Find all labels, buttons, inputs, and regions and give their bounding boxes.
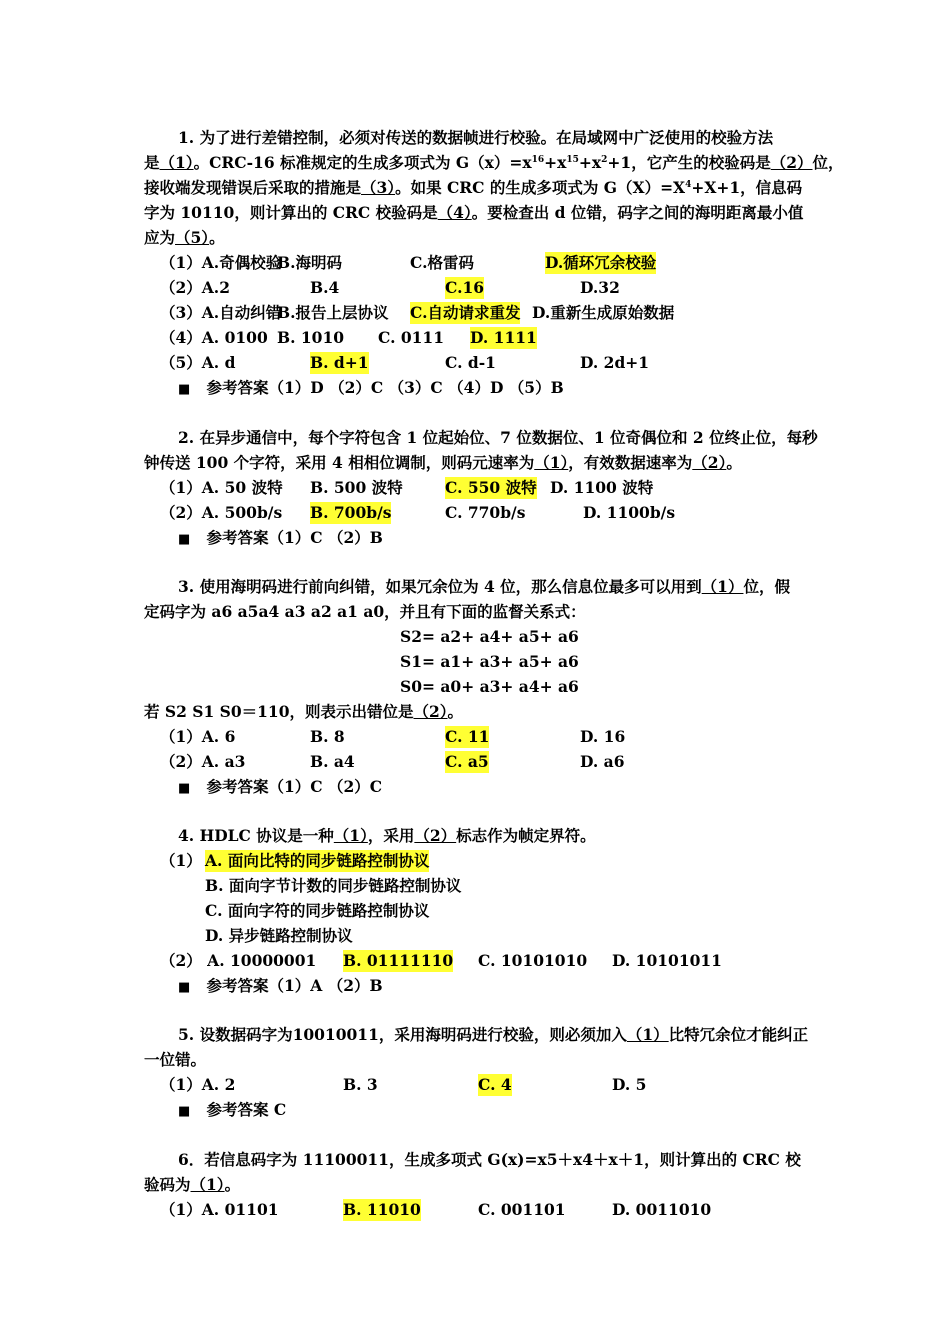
q4-answer: ■ 参考答案（1）A （2）B: [178, 976, 383, 995]
square-bullet-icon: ■: [178, 781, 191, 796]
q1-opt4-highlight: D. 1111: [470, 328, 537, 347]
q4-opt2-highlight: B. 01111110: [343, 951, 454, 970]
q3-line1: 3. 使用海明码进行前向纠错，如果冗余位为 4 位，那么信息位最多可以用到（1）位，假: [178, 577, 790, 596]
q1-line2: 是（1）。CRC-16 标准规定的生成多项式为 $G(x)=x^{16}+x^{15}+x^2+1$，它产生的校验码是（2）位，: [144, 153, 844, 172]
square-bullet-icon: ■: [178, 1104, 191, 1119]
square-bullet-icon: ■: [178, 532, 191, 547]
q6-line1: 6．若信息码字为 11100011，生成多项式 G(x)=x5＋x4＋x＋1，则计算出的 CRC 校: [178, 1150, 801, 1169]
q6-opt1-highlight: B. 11010: [343, 1200, 421, 1219]
q5-line2: 一位错。: [144, 1050, 207, 1069]
q1-opt2-highlight: C.16: [445, 278, 485, 297]
q4-option-c: C. 面向字符的同步链路控制协议: [205, 901, 430, 920]
q2-opt1-highlight: C. 550 波特: [445, 478, 537, 497]
q4-option-d: D. 异步链路控制协议: [205, 926, 353, 945]
q1-answer: ■ 参考答案（1）D （2）C （3）C （4）D （5）B: [178, 378, 564, 397]
q1-line5: 应为（5）。: [144, 228, 225, 247]
q6-line2: 验码为（1）。: [144, 1175, 241, 1194]
q3-answer: ■ 参考答案（1）C （2）C: [178, 777, 383, 796]
q1-opt1-highlight: D.循环冗余校验: [545, 253, 657, 272]
q4-option-b: B. 面向字节计数的同步链路控制协议: [205, 876, 462, 895]
q3-eq1: S2= a2+ a4+ a5+ a6: [400, 627, 579, 646]
q2-line2: 钟传送 100 个字符，采用 4 相相位调制，则码元速率为（1），有效数据速率为（2）。: [144, 453, 742, 472]
q3-line6: 若 S2 S1 S0＝110，则表示出错位是（2）。: [144, 702, 464, 721]
document-page: 1. 为了进行差错控制，必须对传送的数据帧进行校验。在局域网中广泛使用的校验方法 是（1）。CRC-16 标准规定的生成多项式为 $G(x)=x^{16}+x^{15}+x^2+1$，它产生的校验码是（2）位， 接收端发现错误后采取的措施是（3）。如果 CRC 的生成多项式为 $G(X)=X^4+X+1$，信息码 字为 10110，则计算出的 CRC 校验码是（4）。要检查出 d 位错，码字之间的海明距离最小值 应为（5）。 （1）A.奇偶校验 B.海明码 C.格雷码 D.循环冗余校验 （2）A.2 B.4 C.16 D.32 （3）A.自动纠错 B.报告上层协议 C.自动请求重发 D.重新生成原始数据 （4）A. 0100 B. 1010 C. 0111 D. 1111 （5）A. d B. d+1 C. d-1 D. 2d+1 ■ 参考答案（1）D （2）C （3）C （4）D （5）B 2. 在异步通信中，每个字符包含 1 位起始位、7 位数据位、1 位奇偶位和 2 位终止位，每秒 钟传送 100 个字符，采用 4 相相位调制，则码元速率为（1），有效数据速率为（2）。 （1）A. 50 波特 B. 500 波特 C. 550 波特 D. 1100 波特 （2）A. 500b/s B. 700b/s C. 770b/s D. 1100b/s ■ 参考答案（1）C （2）B 3. 使用海明码进行前向纠错，如果冗余位为 4 位，那么信息位最多可以用到（1）位，假 定码字为 a6 a5a4 a3 a2 a1 a0，并且有下面的监督关系式： S2= a2+ a4+ a5+ a6 S1= a1+ a3+ a5+ a6 S0= a0+ a3+ a4+ a6 若 S2 S1 S0＝110，则表示出错位是（2）。 （1）A. 6 B. 8 C. 11 D. 16 （2）A. a3 B. a4 C. a5 D. a6 ■ 参考答案（1）C （2）C 4. HDLC 协议是一种（1），采用（2）标志作为帧定界符。 （1） A. 面向比特的同步链路控制协议 B. 面向字节计数的同步链路控制协议 C. 面向字符的同步链路控制协议 D. 异步链路控制协议 （2） A. 10000001 B. 01111110 C. 10101010 D. 10101011 ■ 参考答案（1）A （2）B 5. 设数据码字为10010011，采用海明码进行校验，则必须加入（1）比特冗余位才能纠正 一位错。 （1）A. 2 B. 3 C. 4 D. 5 ■ 参考答案 C 6．若信息码字为 11100011，生成多项式 G(x)=x5＋x4＋x＋1，则计算出的 CRC 校 验码为（1）。 （1）A. 01101 B. 11010 C. 001101 D. 0011010: [144, 128, 844, 1219]
q1-opt3-highlight: C.自动请求重发: [410, 303, 521, 322]
q5-line1: 5. 设数据码字为10010011，采用海明码进行校验，则必须加入（1）比特冗余位才能纠正: [178, 1025, 809, 1044]
q1-line1: 1. 为了进行差错控制，必须对传送的数据帧进行校验。在局域网中广泛使用的校验方法: [178, 128, 774, 147]
q3-eq2: S1= a1+ a3+ a5+ a6: [400, 652, 579, 671]
q4-line1: 4. HDLC 协议是一种（1），采用（2）标志作为帧定界符。: [178, 826, 596, 845]
q1-line3: 接收端发现错误后采取的措施是（3）。如果 CRC 的生成多项式为 $G(X)=X^4+X+1$，信息码: [144, 178, 803, 197]
q2-answer: ■ 参考答案（1）C （2）B: [178, 528, 383, 547]
q3-opt2-highlight: C. a5: [445, 752, 489, 771]
q5-opt1-highlight: C. 4: [478, 1075, 512, 1094]
square-bullet-icon: ■: [178, 382, 191, 397]
q3-eq3: S0= a0+ a3+ a4+ a6: [400, 677, 579, 696]
q5-answer: ■ 参考答案 C: [178, 1100, 287, 1119]
q3-line2: 定码字为 a6 a5a4 a3 a2 a1 a0，并且有下面的监督关系式：: [144, 602, 586, 621]
q2-line1: 2. 在异步通信中，每个字符包含 1 位起始位、7 位数据位、1 位奇偶位和 2 位终止位，每秒: [178, 428, 818, 447]
q1-opt5-highlight: B. d+1: [310, 353, 369, 372]
q1-line4: 字为 10110，则计算出的 CRC 校验码是（4）。要检查出 d 位错，码字之间的海明距离最小值: [144, 203, 804, 222]
q2-opt2-highlight: B. 700b/s: [310, 503, 392, 522]
q3-opt1-highlight: C. 11: [445, 727, 490, 746]
square-bullet-icon: ■: [178, 980, 191, 995]
q4-opt1-highlight: A. 面向比特的同步链路控制协议: [205, 851, 430, 870]
